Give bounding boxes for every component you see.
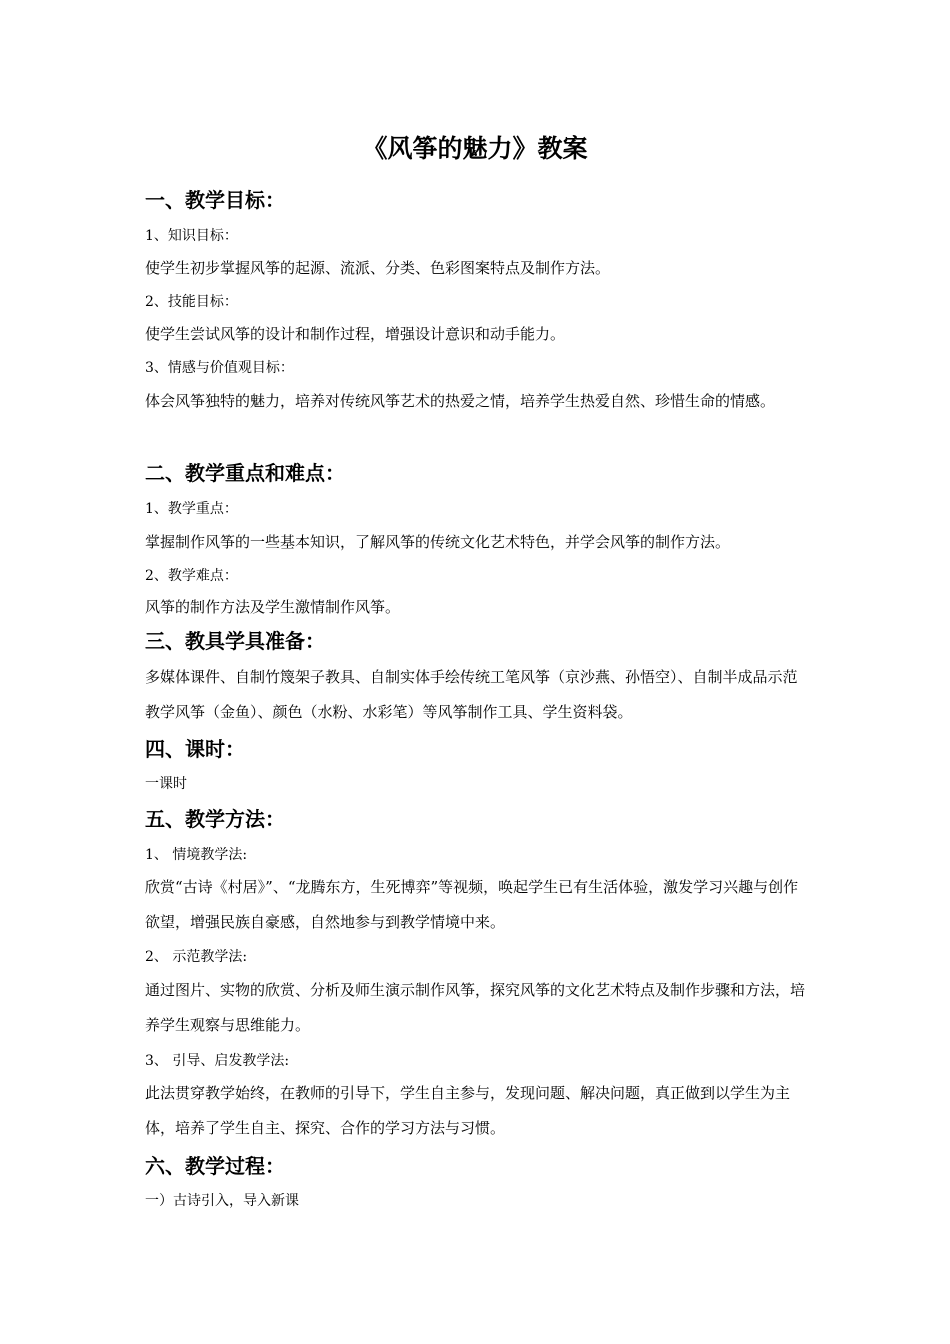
paragraph-skill: 使学生尝试风筝的设计和制作过程，增强设计意识和动手能力。 <box>145 325 566 343</box>
subheading-poem-intro: 一）古诗引入，导入新课 <box>145 1193 299 1209</box>
section-heading-objectives: 一、教学目标： <box>145 188 285 212</box>
subheading-skill: 2、技能目标： <box>145 294 238 310</box>
paragraph-knowledge: 使学生初步掌握风筝的起源、流派、分类、色彩图案特点及制作方法。 <box>145 259 611 277</box>
paragraph-period: 一课时 <box>145 776 187 792</box>
paragraph-situational: 欣赏“古诗《村居》”、“龙腾东方，生死博弈”等视频，唤起学生已有生活体验，激发学习兴趣与创作欲望，增强民族自豪感，自然地参与到教学情境中来。 <box>145 878 799 931</box>
section-heading-process: 六、教学过程： <box>145 1154 285 1178</box>
paragraph-emotion: 体会风筝独特的魅力，培养对传统风筝艺术的热爱之情，培养学生热爱自然、珍惜生命的情感。 <box>145 392 776 410</box>
subheading-key-point: 1、教学重点： <box>145 501 238 517</box>
section-heading-key-points: 二、教学重点和难点： <box>145 461 345 485</box>
document-title: 《风筝的魅力》教案 <box>362 134 588 163</box>
subheading-demonstration: 2、 示范教学法: <box>145 949 248 965</box>
subheading-emotion: 3、情感与价值观目标： <box>145 360 294 376</box>
paragraph-key-point: 掌握制作风筝的一些基本知识，了解风筝的传统文化艺术特色，并学会风筝的制作方法。 <box>145 533 731 551</box>
section-heading-materials: 三、教具学具准备： <box>145 629 325 653</box>
subheading-guidance: 3、 引导、启发教学法: <box>145 1053 290 1069</box>
subheading-knowledge: 1、知识目标： <box>145 228 238 244</box>
paragraph-demonstration: 通过图片、实物的欣赏、分析及师生演示制作风筝，探究风筝的文化艺术特点及制作步骤和方法，培养学生观察与思维能力。 <box>145 981 806 1034</box>
subheading-situational: 1、 情境教学法: <box>145 847 248 863</box>
paragraph-materials: 多媒体课件、自制竹篾架子教具、自制实体手绘传统工笔风筝（京沙燕、孙悟空）、自制半成品示范教学风筝（金鱼）、颜色（水粉、水彩笔）等风筝制作工具、学生资料袋。 <box>145 668 798 721</box>
subheading-difficulty: 2、教学难点： <box>145 568 238 584</box>
paragraph-guidance: 此法贯穿教学始终，在教师的引导下，学生自主参与，发现问题、解决问题，真正做到以学生为主体，培养了学生自主、探究、合作的学习方法与习惯。 <box>145 1084 791 1137</box>
paragraph-difficulty: 风筝的制作方法及学生激情制作风筝。 <box>145 598 401 616</box>
section-heading-methods: 五、教学方法： <box>145 807 285 831</box>
section-heading-period: 四、课时： <box>145 737 245 761</box>
